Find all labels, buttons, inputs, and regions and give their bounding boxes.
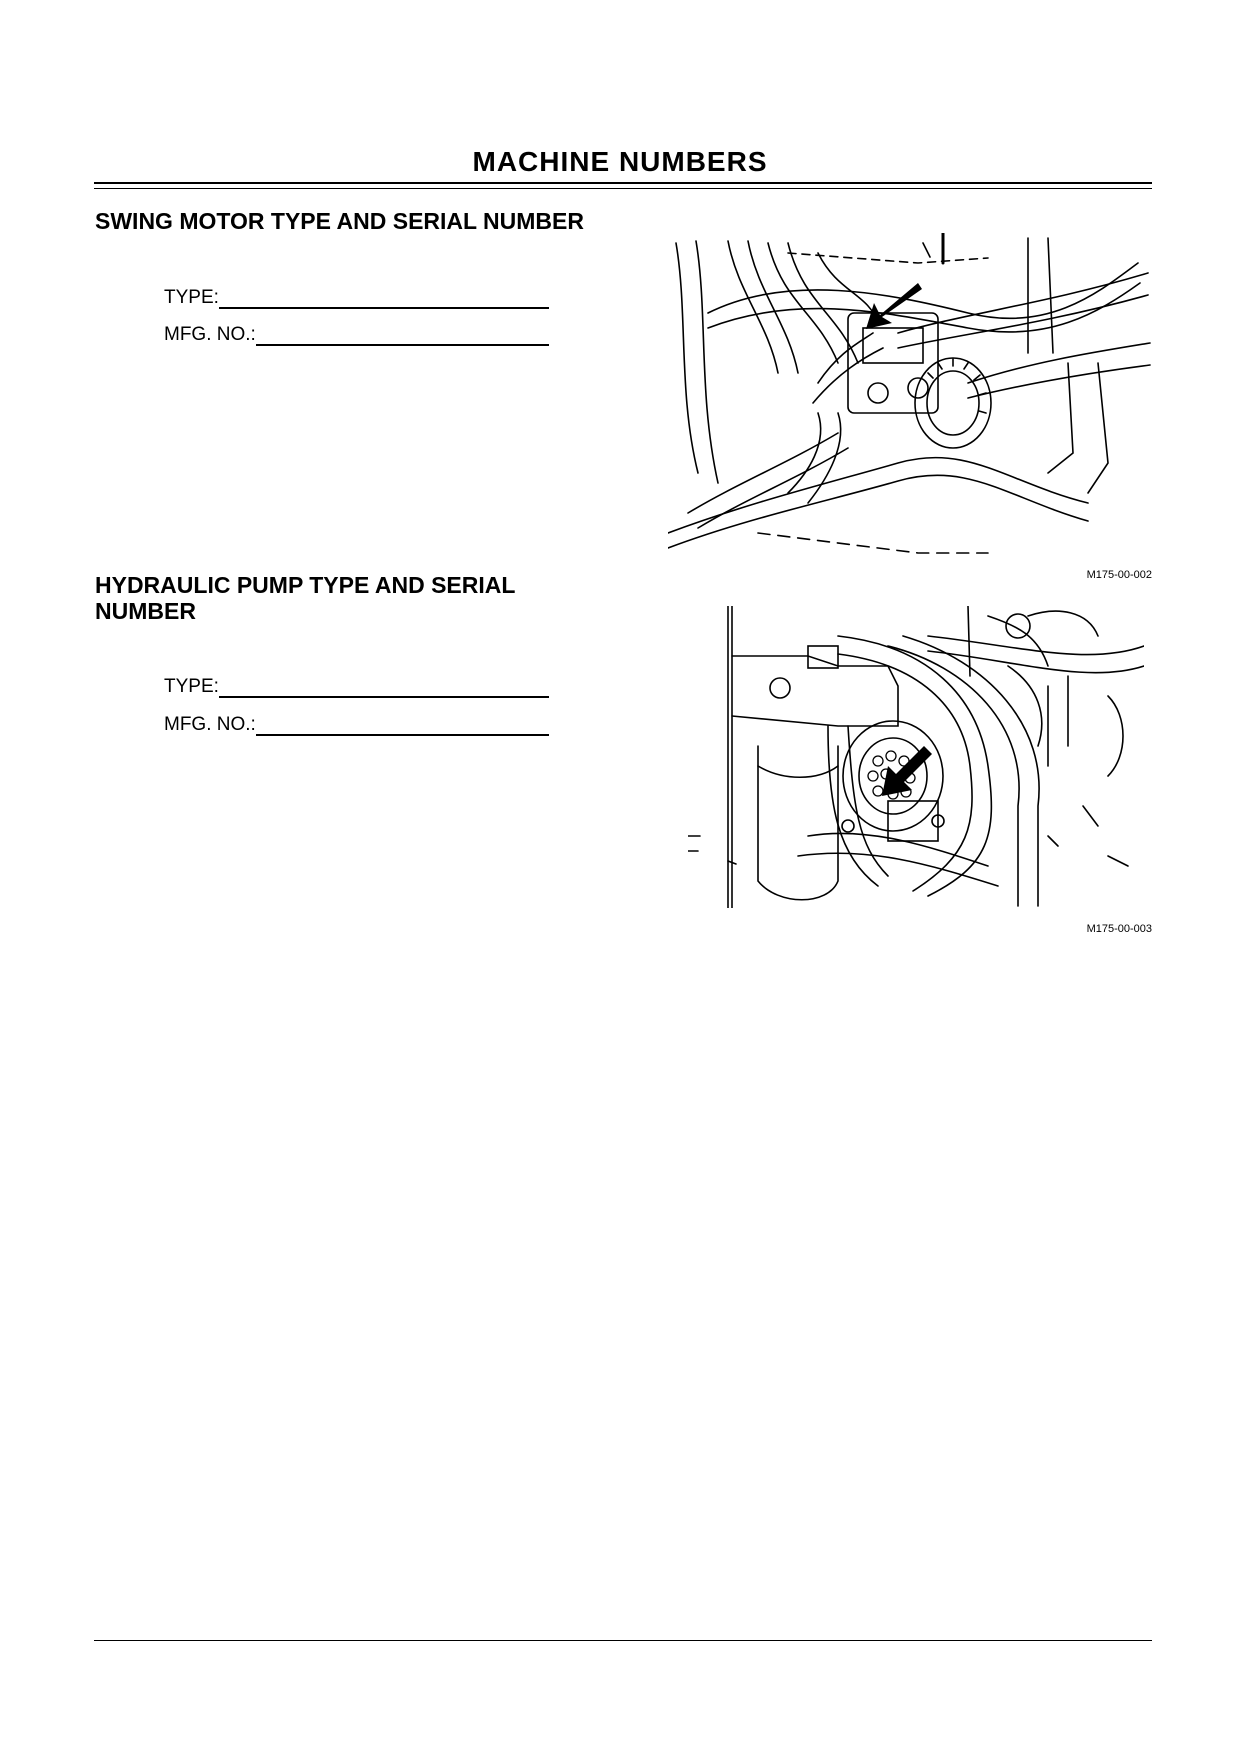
section-heading-swing-motor: SWING MOTOR TYPE AND SERIAL NUMBER [95, 208, 584, 234]
header-rule-thick [94, 182, 1152, 184]
figure-caption: M175-00-002 [1086, 569, 1152, 581]
hydraulic-pump-mfg-no-field[interactable] [164, 714, 549, 736]
swing-motor-type-field[interactable] [164, 287, 549, 309]
swing-motor-illustration [668, 233, 1152, 563]
footer-rule [94, 1640, 1152, 1641]
blank-fill-line[interactable] [219, 676, 549, 698]
field-label: TYPE: [164, 676, 219, 697]
section-heading-hydraulic-pump: HYDRAULIC PUMP TYPE AND SERIAL NUMBER [95, 572, 516, 624]
field-label: TYPE: [164, 287, 219, 308]
hydraulic-pump-type-field[interactable] [164, 676, 549, 698]
blank-fill-line[interactable] [256, 324, 549, 346]
figure-caption: M175-00-003 [1086, 923, 1152, 935]
page-title: MACHINE NUMBERS [472, 146, 768, 177]
blank-fill-line[interactable] [256, 714, 549, 736]
field-label: MFG. NO.: [164, 714, 256, 735]
header-rule-thin [94, 188, 1152, 189]
hydraulic-pump-illustration [688, 606, 1144, 908]
swing-motor-mfg-no-field[interactable] [164, 324, 549, 346]
field-label: MFG. NO.: [164, 324, 256, 345]
blank-fill-line[interactable] [219, 287, 549, 309]
